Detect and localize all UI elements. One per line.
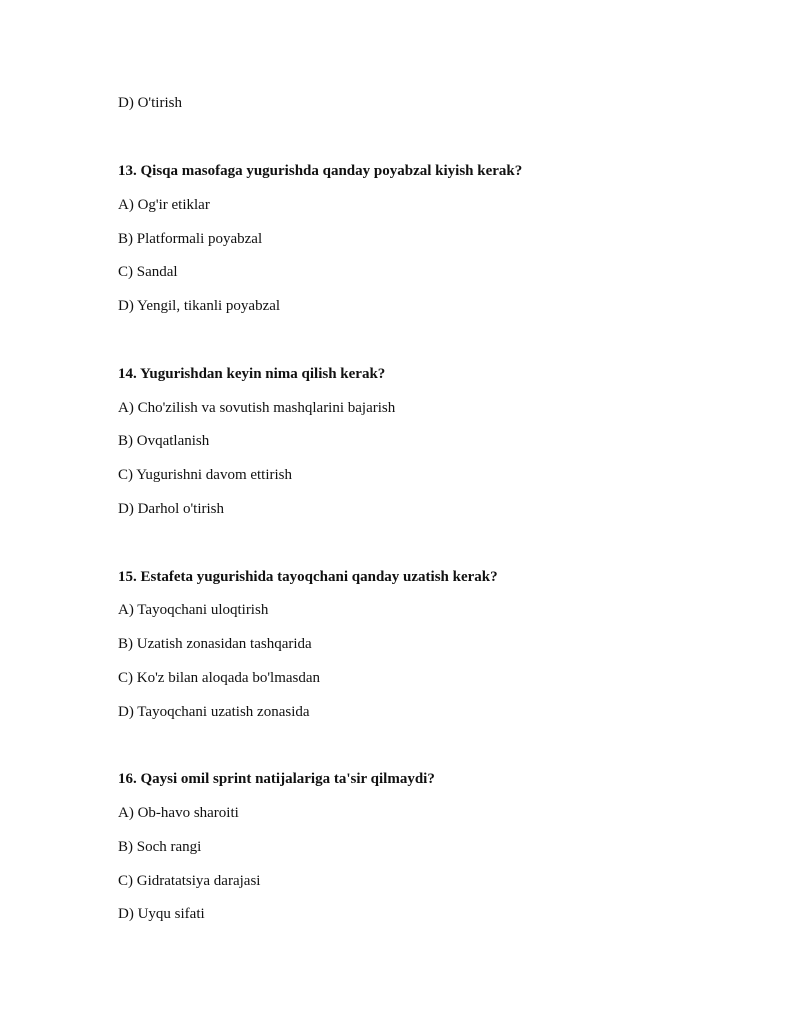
option-16-b: B) Soch rangi: [118, 839, 202, 855]
option-12-d: D) O'tirish: [118, 95, 182, 111]
option-13-d: D) Yengil, tikanli poyabzal: [118, 298, 281, 314]
option-15-a: A) Tayoqchani uloqtirish: [118, 602, 269, 618]
option-15-d: D) Tayoqchani uzatish zonasida: [118, 704, 310, 720]
option-13-b: B) Platformali poyabzal: [118, 231, 263, 247]
question-15-title: 15. Estafeta yugurishida tayoqchani qanday uzatish kerak?: [118, 569, 498, 585]
option-13-a: A) Og'ir etiklar: [118, 197, 210, 213]
option-13-c: C) Sandal: [118, 264, 178, 280]
option-14-a: A) Cho'zilish va sovutish mashqlarini bajarish: [118, 400, 396, 416]
option-16-d: D) Uyqu sifati: [118, 906, 205, 922]
option-14-c: C) Yugurishni davom ettirish: [118, 467, 293, 483]
option-15-b: B) Uzatish zonasidan tashqarida: [118, 636, 312, 652]
option-14-d: D) Darhol o'tirish: [118, 501, 225, 517]
option-16-a: A) Ob-havo sharoiti: [118, 805, 239, 821]
option-14-b: B) Ovqatlanish: [118, 433, 210, 449]
option-16-c: C) Gidratatsiya darajasi: [118, 873, 261, 889]
question-13-title: 13. Qisqa masofaga yugurishda qanday poyabzal kiyish kerak?: [118, 163, 523, 179]
question-14-title: 14. Yugurishdan keyin nima qilish kerak?: [118, 366, 386, 382]
option-15-c: C) Ko'z bilan aloqada bo'lmasdan: [118, 670, 321, 686]
question-16-title: 16. Qaysi omil sprint natijalariga ta'sir qilmaydi?: [118, 771, 435, 787]
